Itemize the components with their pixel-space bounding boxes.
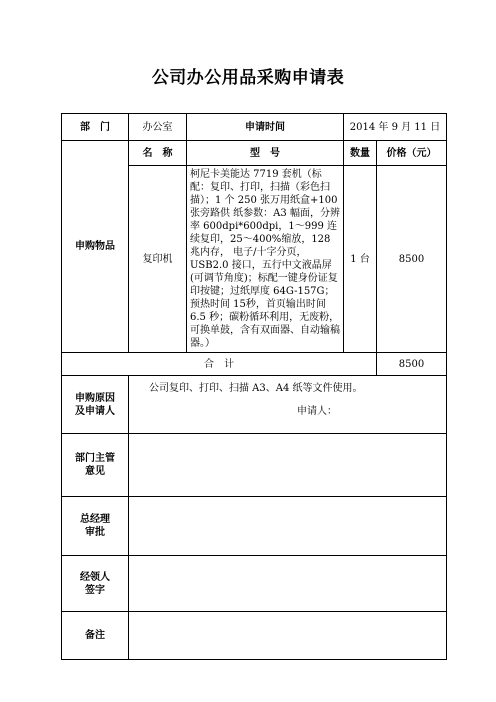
apply-time-label: 申请时间 bbox=[187, 114, 344, 141]
receiver-label bbox=[62, 556, 129, 612]
header-price: 价格（元） bbox=[377, 141, 447, 166]
total-value: 8500 bbox=[377, 353, 447, 376]
receiver-label-line2: 签字 bbox=[85, 584, 105, 596]
header-model: 型 号 bbox=[187, 141, 344, 166]
total-label: 合 计 bbox=[62, 353, 377, 376]
applicant-label: 申请人： bbox=[297, 406, 337, 417]
apply-time-value: 2014 年 9 月 11 日 bbox=[344, 114, 447, 141]
department-label: 部 门 bbox=[62, 114, 129, 141]
receiver-row bbox=[62, 556, 447, 612]
manager-label-line2: 意见 bbox=[85, 466, 105, 477]
gm-approval-field[interactable] bbox=[129, 497, 447, 556]
header-name: 名 称 bbox=[129, 141, 187, 166]
manager-label bbox=[62, 434, 129, 497]
reason-label-line1: 申购原因 bbox=[75, 392, 115, 404]
item-qty: 1 台 bbox=[344, 166, 377, 353]
purchase-items-label: 申购物品 bbox=[62, 141, 129, 353]
receiver-label-line1: 经领人 bbox=[80, 571, 110, 583]
item-name: 复印机 bbox=[129, 166, 187, 353]
gm-label-line1: 总经理 bbox=[80, 514, 110, 525]
remark-label: 备注 bbox=[62, 612, 129, 660]
gm-label bbox=[62, 497, 129, 556]
remark-field[interactable] bbox=[129, 612, 447, 660]
reason-text: 公司复印、打印、扫描 A3、A4 纸等文件使用。 bbox=[149, 383, 363, 394]
manager-opinion-field[interactable] bbox=[129, 434, 447, 497]
form-title: 公司办公用品采购申请表 bbox=[151, 68, 345, 88]
reason-row bbox=[62, 376, 447, 434]
reason-field[interactable] bbox=[129, 376, 447, 434]
receiver-signature-field[interactable] bbox=[129, 556, 447, 612]
manager-row bbox=[62, 434, 447, 497]
total-row bbox=[62, 353, 447, 376]
header-qty: 数量 bbox=[344, 141, 377, 166]
gm-label-line2: 审批 bbox=[85, 527, 105, 538]
gm-row bbox=[62, 497, 447, 556]
item-model: 柯尼卡美能达 7719 套机（标配：复印、打印，扫描（彩色扫描）；1 个 250 张万用纸盒+100 张旁路供 纸参数：A3 幅面，分辨率 600dpi*600dpi，1～999 连续复印，25～400%缩放，128 兆内存， 电子/十字分页，USB2.0 接口，五行中文液晶屏(可调节角度)；标配一键身份证复印按键；过纸厚度 64G-157G；预热时间 15秒，首页输出时间 6.5 秒；碳粉循环利用，无废粉，可换单鼓，含有双面器、自动输稿器。） bbox=[187, 166, 344, 353]
department-row bbox=[62, 114, 447, 141]
purchase-request-form bbox=[61, 113, 447, 660]
reason-label-line2: 及申请人 bbox=[75, 405, 115, 417]
department-value: 办公室 bbox=[129, 114, 187, 141]
item-header-row bbox=[62, 141, 447, 166]
manager-label-line1: 部门主管 bbox=[75, 453, 115, 464]
remark-row bbox=[62, 612, 447, 660]
item-price: 8500 bbox=[377, 166, 447, 353]
reason-label bbox=[62, 376, 129, 434]
